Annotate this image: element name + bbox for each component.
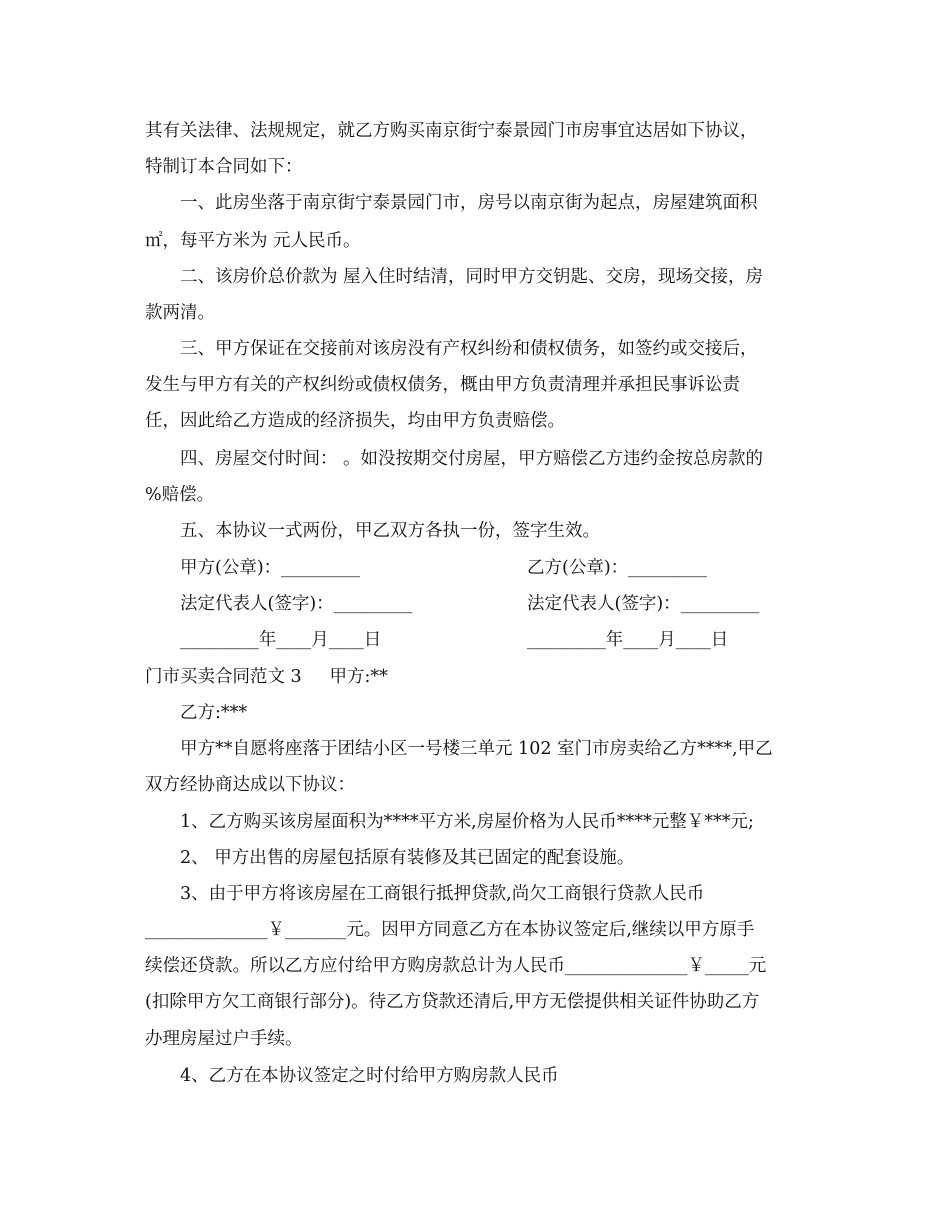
clause-4-line: %赔偿。 (145, 485, 215, 505)
clause-3-line: 发生与甲方有关的产权纠纷或债权债务，概由甲方负责清理并承担民事诉讼责 (145, 375, 740, 395)
party-b-date: _________年____月____日 (527, 630, 729, 650)
contract-3-item-3: 办理房屋过户手续。 (145, 1029, 303, 1049)
contract-3-item-3: 续偿还贷款。所以乙方应付给甲方购房款总计为人民币______________￥_____元 (145, 956, 767, 976)
contract-3-line: 双方经协商达成以下协议： (145, 775, 355, 795)
clause-4-line: 四、房屋交付时间： 。如没按期交付房屋，甲方赔偿乙方违约金按总房款的 (180, 449, 764, 469)
contract-3-title: 门市买卖合同范文 3 甲方:** (145, 667, 388, 687)
contract-3-item-4: 4、乙方在本协议签定之时付给甲方购房款人民币 (180, 1066, 559, 1086)
party-b-representative: 法定代表人(签字)：_________ (527, 594, 760, 614)
clause-2-line: 二、该房价总价款为 屋入住时结清，同时甲方交钥匙、交房，现场交接，房 (180, 267, 764, 287)
contract-3-item-3: (扣除甲方欠工商银行部分)。待乙方贷款还清后,甲方无偿提供相关证件协助乙方 (145, 992, 760, 1012)
party-a-seal: 甲方(公章)：_________ (180, 558, 360, 578)
party-a-representative: 法定代表人(签字)：_________ (180, 594, 413, 614)
contract-3-item-1: 1、乙方购买该房屋面积为****平方米,房屋价格为人民币****元整￥***元; (180, 812, 754, 832)
contract-3-item-2: 2、 甲方出售的房屋包括原有装修及其已固定的配套设施。 (180, 848, 635, 868)
contract-3-line: 甲方**自愿将座落于团结小区一号楼三单元 102 室门市房卖给乙方****,甲乙 (180, 739, 773, 759)
clause-5-line: 五、本协议一式两份，甲乙双方各执一份，签字生效。 (180, 521, 600, 541)
party-b-seal: 乙方(公章)：_________ (527, 558, 707, 578)
clause-3-line: 任，因此给乙方造成的经济损失，均由甲方负责赔偿。 (145, 411, 565, 431)
clause-3-line: 三、甲方保证在交接前对该房没有产权纠纷和债权债务，如签约或交接后， (180, 339, 758, 359)
contract-3-item-3: 3、由于甲方将该房屋在工商银行抵押贷款,尚欠工商银行贷款人民币 (180, 884, 705, 904)
contract-3-item-3: ______________￥_______元。因甲方同意乙方在本协议签定后,继续以甲方原手 (145, 920, 755, 940)
contract-3-party-b: 乙方:*** (180, 703, 248, 723)
party-a-date: _________年____月____日 (180, 630, 382, 650)
paragraph-line: 其有关法律、法规规定，就乙方购买南京街宁泰景园门市房事宜达居如下协议， (145, 121, 758, 141)
paragraph-line: 特制订本合同如下： (145, 157, 303, 177)
clause-1-line: 一、此房坐落于南京街宁泰景园门市，房号以南京街为起点，房屋建筑面积 (180, 193, 758, 213)
clause-2-line: 款两清。 (145, 303, 215, 323)
clause-1-line: ㎡，每平方米为 元人民币。 (145, 231, 361, 251)
